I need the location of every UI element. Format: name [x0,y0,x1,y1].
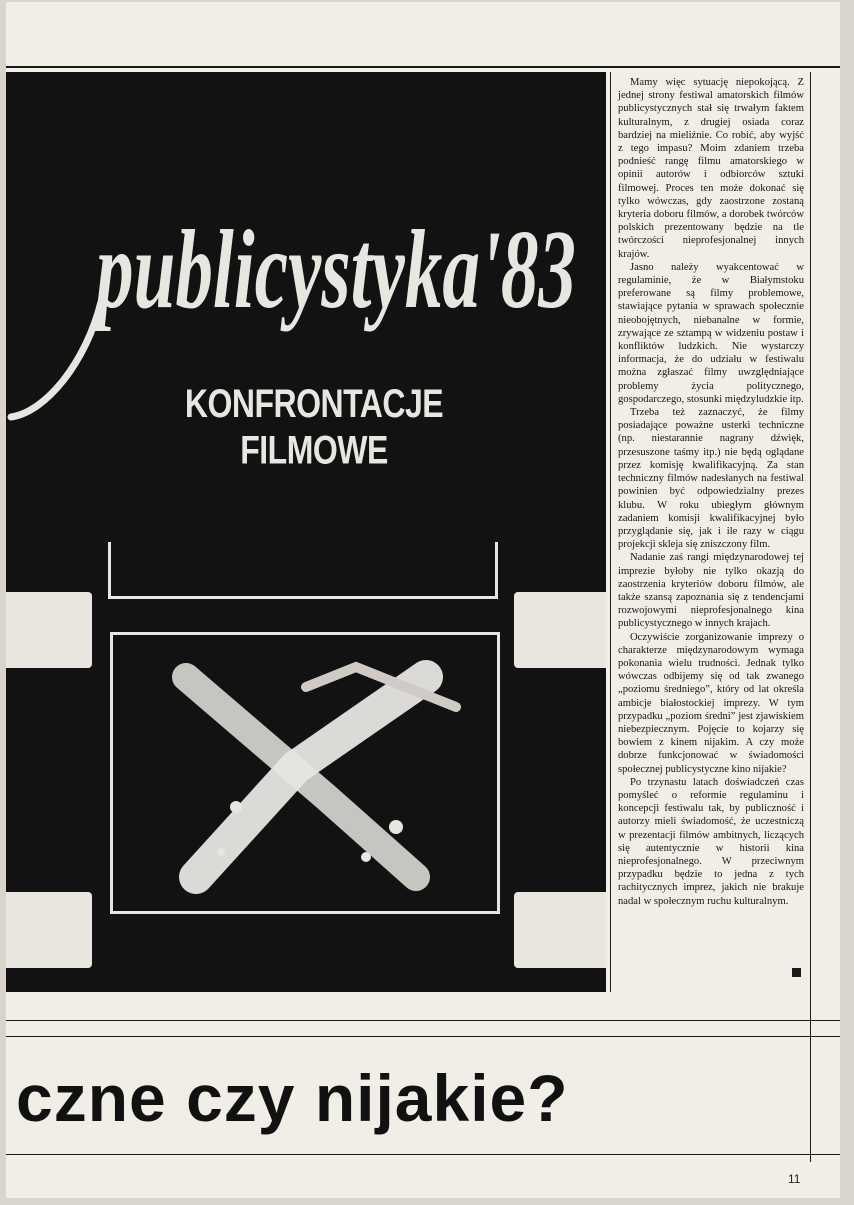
film-frame-upper [108,542,498,599]
top-rule [6,66,840,68]
headline-rule-bottom [6,1154,840,1155]
headline-rule-top [6,1020,840,1021]
page-number: 11 [788,1172,801,1186]
article-paragraph: Nadanie zaś rangi międzynarodowej tej imprezie byłoby nie tylko okazją do zaostrzenia kryteriów doboru filmów, ale także szansą zapoznania się z tendencjami rozwojowymi nieprofesjonalnego kina publicystycznego w innych krajach. [618,552,804,630]
festival-poster [6,72,606,992]
column-divider [610,72,611,992]
poster-subtitle: KONFRONTACJE FILMOWE [184,380,444,472]
article-column [618,76,804,908]
article-paragraph: Oczywiście zorganizowanie imprezy o charakterze międzynarodowym wymaga pokonania wielu trudności. Jednak tylko wówczas odbijemy się od tak zwanego „poziomu średniego”, który od lat określa ambicje białostockiej imprezy. W tym przypadku „poziom średni” jest zjawiskiem niebezpiecznym. Pojęcie to kojarzy się bowiem z kinem nijakim. A czy może dobrze funkcjonować w świadomości społecznej publicystyczne kino nijakie? [618,631,804,775]
article-paragraph: Mamy więc sytuację niepokojącą. Z jednej strony festiwal amatorskich filmów publicystycznych stał się trwałym faktem kulturalnym, z drugiej osiada coraz bardziej na mieliźnie. Co robić, aby wyjść z tego impasu? Moim zdaniem trzeba podnieść rangę filmu amatorskiego w opinii autorów i odbiorców sztuki filmowej. Proces ten może dokonać się tylko wówczas, gdy zaostrzone zostaną kryteria doboru filmów, a dorobek twórców polskich prezentowany będzie na tle twórczości nieprofesjonalnej innych krajów. [618,77,804,260]
article-headline: czne czy nijakie? [16,1061,569,1135]
poster-script-title [86,167,606,347]
magazine-page [6,2,840,1198]
film-sprocket-right-bottom [514,892,606,968]
article-paragraph: Po trzynastu latach doświadczeń czas pomyśleć o reformie regulaminu i koncepcji festiwalu tak, by publiczność i autorzy mieli świadomość, że uczestniczą w prezentacji filmów ambitnych, liczących się autentycznie w historii kina nieprofesjonalnego. W przeciwnym przypadku będzie to jedna z tych rachitycznych imprez, jakich nie brakuje nadal w społecznym ruchu kulturalnym. [618,776,804,907]
article-end-mark [792,968,801,977]
svg-text:publicystyka'83: publicystyka'83 [90,208,577,332]
script-flourish [6,292,126,432]
right-border [810,72,811,1162]
headline-rule-top-2 [6,1036,840,1037]
film-sprocket-left-bottom [6,892,92,968]
film-sprocket-left-top [6,592,92,668]
abstract-x-graphic [126,647,486,897]
film-sprocket-right-top [514,592,606,668]
article-paragraph: Jasno należy wyakcentować w regulaminie, że w Białymstoku preferowane są filmy problemowe, stawiające pytania w sprawach społecznie nieobojętnych, niebanalne w formie, zrywające ze sztampą w widzeniu postaw i konfliktów ludzkich. Nie wystarczy informacja, że do udziału w festiwalu można zgłaszać filmy uwzględniające problemy życia politycznego, gospodarczego, stosunki międzyludzkie itp. [618,261,804,405]
article-paragraph: Trzeba też zaznaczyć, że filmy posiadające poważne usterki techniczne (np. niestarannie nagrany dźwięk, przesuszone taśmy itp.) nie będą oglądane przez komisję kwalifikacyjną. Za stan techniczny filmów nadesłanych na festiwal powinien być odpowiedzialny prezes klubu. W roku ubiegłym głównym zadaniem komisji kwalifikacyjnej było przyglądanie się, jak i ile razy w ciągu projekcji skleja się zniszczony film. [618,407,804,551]
